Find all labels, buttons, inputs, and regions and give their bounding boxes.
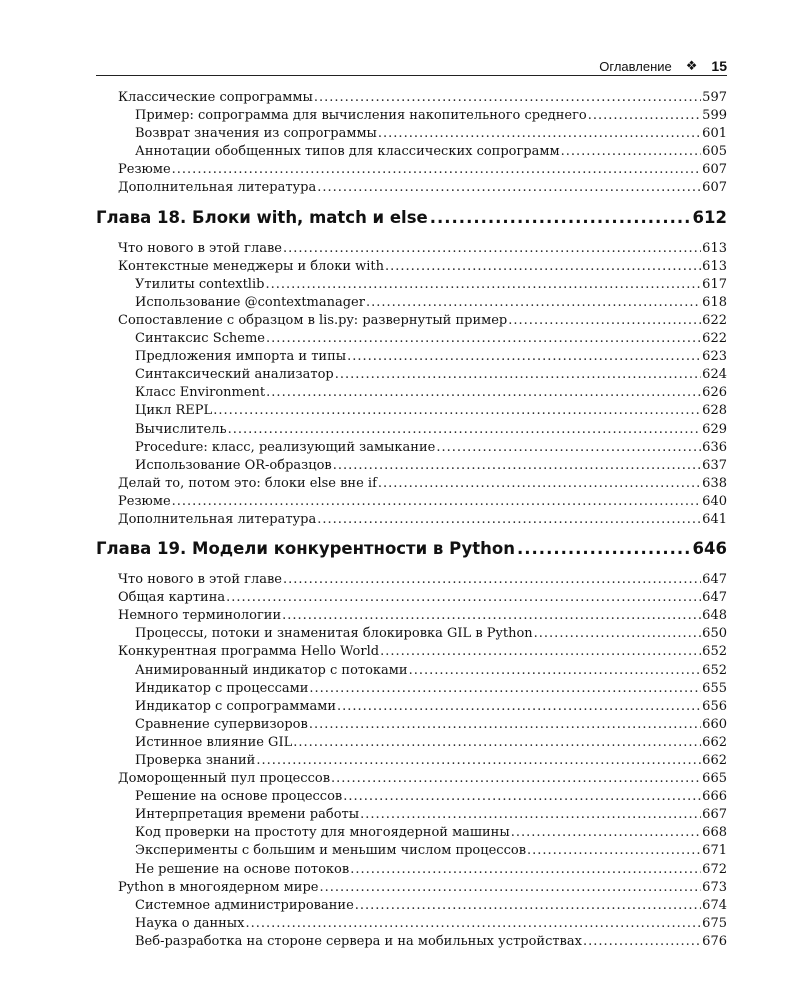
- toc-entry-title: Немного терминологии: [118, 608, 282, 624]
- fleuron-icon: ❖: [685, 58, 698, 73]
- toc-entry: [96, 842, 727, 860]
- dot-leader: [331, 770, 701, 788]
- toc-entry: [96, 752, 727, 770]
- dot-leader: [409, 662, 702, 680]
- toc-entry: [96, 788, 727, 806]
- toc-entry-title: Наука о данных: [135, 915, 245, 931]
- toc-entry: [96, 770, 727, 788]
- toc-entry: [96, 143, 727, 161]
- dot-leader: [282, 607, 701, 625]
- toc-entry-page: 624: [702, 367, 727, 383]
- toc-entry: [96, 276, 727, 294]
- toc-entry: [96, 366, 727, 384]
- toc-entry: [96, 879, 727, 897]
- dot-leader: [265, 276, 701, 294]
- toc-entry-title: Индикатор с процессами: [135, 680, 309, 696]
- header-title: Оглавление: [599, 59, 672, 74]
- toc-entry-page: 676: [702, 933, 727, 949]
- toc-entry-title: Цикл REPL: [135, 403, 213, 419]
- dot-leader: [350, 861, 701, 879]
- dot-leader: [385, 258, 701, 276]
- toc-entry-title: Доморощенный пул процессов: [118, 771, 331, 787]
- toc-entry-title: Проверка знаний: [135, 753, 256, 768]
- toc-entry-title: Что нового в этой главе: [118, 240, 282, 256]
- dot-leader: [293, 734, 701, 752]
- toc-entry-page: 667: [702, 807, 727, 823]
- toc-entry-page: 623: [702, 349, 727, 365]
- dot-leader: [360, 806, 701, 824]
- toc-entry-title: Procedure: класс, реализующий замыкание: [135, 439, 436, 455]
- dot-leader: [355, 897, 701, 915]
- toc-entry-page: 612: [692, 207, 727, 227]
- toc-entry-page: 662: [702, 734, 727, 750]
- toc-entry-title: Синтаксический анализатор: [135, 367, 334, 383]
- toc-entry: [96, 698, 727, 716]
- toc-entry-page: 675: [702, 915, 727, 931]
- dot-leader: [283, 240, 701, 258]
- toc-entry: [96, 475, 727, 493]
- toc-entry-page: 637: [702, 457, 727, 473]
- toc-entry: [96, 716, 727, 734]
- toc-entry: [96, 439, 727, 457]
- toc-entry-page: 617: [702, 276, 727, 292]
- toc-entry-title: Синтаксис Scheme: [135, 331, 265, 347]
- toc-entry-title: Классические сопрограммы: [118, 90, 313, 105]
- toc-entry-title: Истинное влияние GIL: [135, 734, 293, 750]
- toc-entry: [96, 240, 727, 258]
- toc-entry: [96, 915, 727, 933]
- toc-entry-page: 599: [702, 108, 727, 124]
- toc-entry: [96, 897, 727, 915]
- toc-entry-page: 650: [702, 626, 727, 642]
- dot-leader: [228, 421, 702, 439]
- toc-entry-page: 666: [702, 789, 727, 805]
- toc-entry-page: 618: [702, 294, 727, 310]
- dot-leader: [347, 348, 701, 366]
- toc-entry-title: Код проверки на простоту для многоядерной машины: [135, 825, 510, 841]
- dot-leader: [517, 537, 691, 561]
- toc-entry-title: Резюме: [118, 493, 171, 509]
- toc-entry-title: Дополнительная литература: [118, 511, 317, 527]
- dot-leader: [343, 788, 701, 806]
- toc-entry-page: 613: [702, 240, 727, 256]
- toc-entry-title: Общая картина: [118, 590, 226, 606]
- toc-entry-title: Предложения импорта и типы: [135, 349, 347, 365]
- toc-entry-page: 636: [702, 439, 727, 455]
- toc-entry-title: Что нового в этой главе: [118, 572, 282, 588]
- toc-entry: [96, 294, 727, 312]
- toc-entry: [96, 179, 727, 197]
- dot-leader: [172, 161, 702, 179]
- toc-entry: [96, 643, 727, 661]
- toc-entry-title: Возврат значения из сопрограммы: [135, 126, 377, 142]
- dot-leader: [511, 824, 701, 842]
- table-of-contents: [96, 89, 727, 951]
- toc-entry-page: 607: [702, 180, 727, 196]
- dot-leader: [283, 571, 701, 589]
- toc-entry-title: Веб-разработка на стороне сервера и на мобильных устройствах: [135, 933, 582, 949]
- toc-entry: [96, 806, 727, 824]
- toc-entry: [96, 662, 727, 680]
- toc-entry: [96, 457, 727, 475]
- toc-entry: [96, 493, 727, 511]
- toc-entry-page: 622: [702, 331, 727, 347]
- toc-entry-page: 640: [702, 493, 727, 509]
- toc-entry: [96, 734, 727, 752]
- toc-entry: [96, 824, 727, 842]
- toc-entry-title: Процессы, потоки и знаменитая блокировка GIL в Python: [135, 626, 533, 642]
- dot-leader: [256, 752, 701, 770]
- page-number: 15: [711, 58, 727, 74]
- toc-entry: [96, 511, 727, 529]
- toc-entry-page: 647: [702, 590, 727, 606]
- toc-entry: [96, 421, 727, 439]
- dot-leader: [245, 915, 701, 933]
- dot-leader: [317, 511, 701, 529]
- toc-chapter: [96, 537, 727, 561]
- toc-entry-title: Конкурентная программа Hello World: [118, 644, 380, 660]
- toc-entry-title: Контекстные менеджеры и блоки with: [118, 258, 385, 274]
- toc-entry-title: Использование @contextmanager: [135, 294, 365, 310]
- toc-entry: [96, 589, 727, 607]
- toc-entry: [96, 348, 727, 366]
- toc-entry: [96, 258, 727, 276]
- toc-entry-title: Python в многоядерном мире: [118, 879, 319, 895]
- toc-entry-title: Резюме: [118, 162, 171, 178]
- toc-entry-title: Интерпретация времени работы: [135, 807, 360, 823]
- toc-entry-page: 646: [692, 539, 727, 559]
- toc-entry-title: Глава 19. Модели конкурентности в Python: [96, 539, 515, 559]
- toc-entry-page: 674: [702, 897, 727, 913]
- toc-entry-title: Делай то, потом это: блоки else вне if: [118, 475, 377, 491]
- toc-entry-title: Сопоставление с образцом в lis.py: развернутый пример: [118, 312, 508, 328]
- dot-leader: [335, 366, 701, 384]
- running-header: [96, 52, 727, 74]
- toc-entry-page: 629: [702, 421, 727, 437]
- toc-entry-title: Анимированный индикатор с потоками: [135, 662, 408, 678]
- toc-entry-page: 648: [702, 608, 727, 624]
- toc-entry: [96, 680, 727, 698]
- toc-entry-page: 613: [702, 258, 727, 274]
- toc-entry: [96, 330, 727, 348]
- toc-entry-title: Глава 18. Блоки with, match и else: [96, 207, 428, 227]
- dot-leader: [337, 698, 701, 716]
- toc-entry-title: Индикатор с сопрограммами: [135, 698, 336, 714]
- toc-entry-page: 601: [702, 126, 727, 142]
- toc-entry-page: 660: [702, 716, 727, 732]
- toc-entry-title: Использование OR-образцов: [135, 457, 332, 473]
- toc-entry-title: Сравнение супервизоров: [135, 716, 308, 732]
- dot-leader: [366, 294, 701, 312]
- toc-entry-title: Дополнительная литература: [118, 180, 317, 196]
- dot-leader: [333, 457, 701, 475]
- toc-entry: [96, 161, 727, 179]
- header-rule: [96, 75, 727, 76]
- toc-entry-page: 622: [702, 312, 727, 328]
- dot-leader: [314, 89, 701, 107]
- toc-entry-page: 652: [702, 644, 727, 660]
- toc-entry-page: 672: [702, 861, 727, 877]
- toc-entry-title: Класс Environment: [135, 385, 266, 401]
- toc-entry-page: 605: [702, 144, 727, 160]
- toc-entry: [96, 125, 727, 143]
- toc-entry-page: 665: [702, 771, 727, 787]
- toc-entry-page: 607: [702, 162, 727, 178]
- toc-entry-title: Вычислитель: [135, 421, 227, 437]
- toc-entry: [96, 402, 727, 420]
- dot-leader: [319, 879, 701, 897]
- toc-entry: [96, 89, 727, 107]
- toc-chapter: [96, 206, 727, 230]
- toc-entry-title: Решение на основе процессов: [135, 789, 343, 805]
- toc-entry-title: Системное администрирование: [135, 897, 354, 913]
- toc-entry-page: 662: [702, 753, 727, 768]
- toc-entry-page: 647: [702, 572, 727, 588]
- dot-leader: [430, 206, 691, 230]
- toc-entry-title: Пример: сопрограмма для вычисления накопительного среднего: [135, 108, 587, 124]
- dot-leader: [309, 716, 701, 734]
- dot-leader: [266, 384, 701, 402]
- toc-entry: [96, 571, 727, 589]
- toc-entry-page: 655: [702, 680, 727, 696]
- dot-leader: [583, 933, 701, 951]
- toc-entry: [96, 107, 727, 125]
- toc-entry-page: 626: [702, 385, 727, 401]
- toc-entry: [96, 625, 727, 643]
- toc-entry-title: Утилиты contextlib: [135, 276, 265, 292]
- dot-leader: [317, 179, 701, 197]
- toc-entry-page: 668: [702, 825, 727, 841]
- toc-entry-title: Аннотации обобщенных типов для классических сопрограмм: [135, 144, 560, 160]
- dot-leader: [226, 589, 701, 607]
- dot-leader: [527, 842, 701, 860]
- toc-entry: [96, 312, 727, 330]
- dot-leader: [534, 625, 702, 643]
- toc-entry-title: Не решение на основе потоков: [135, 861, 350, 877]
- dot-leader: [378, 125, 701, 143]
- dot-leader: [436, 439, 701, 457]
- toc-entry: [96, 861, 727, 879]
- toc-entry-page: 673: [702, 879, 727, 895]
- toc-entry: [96, 933, 727, 951]
- dot-leader: [309, 680, 701, 698]
- toc-entry-page: 638: [702, 475, 727, 491]
- dot-leader: [213, 402, 701, 420]
- dot-leader: [378, 475, 701, 493]
- dot-leader: [588, 107, 701, 125]
- toc-entry-page: 656: [702, 698, 727, 714]
- dot-leader: [380, 643, 701, 661]
- dot-leader: [561, 143, 702, 161]
- toc-entry: [96, 384, 727, 402]
- dot-leader: [508, 312, 701, 330]
- toc-entry-page: 628: [702, 403, 727, 419]
- toc-entry-page: 671: [702, 843, 727, 859]
- dot-leader: [266, 330, 701, 348]
- toc-entry-page: 597: [702, 90, 727, 105]
- toc-entry-page: 641: [702, 511, 727, 527]
- dot-leader: [172, 493, 702, 511]
- toc-entry: [96, 607, 727, 625]
- toc-entry-page: 652: [702, 662, 727, 678]
- toc-entry-title: Эксперименты с большим и меньшим числом процессов: [135, 843, 527, 859]
